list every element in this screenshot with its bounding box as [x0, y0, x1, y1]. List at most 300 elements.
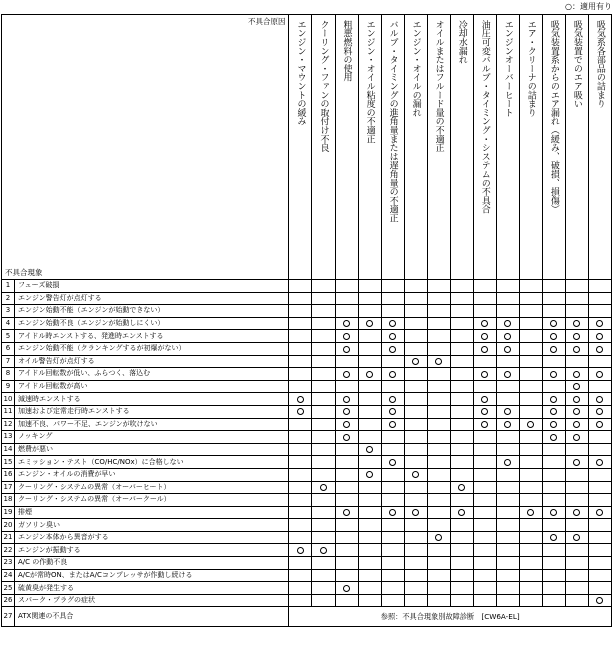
- cause-label: エンジン・マウントの緩み: [295, 20, 306, 126]
- matrix-cell: [519, 380, 542, 393]
- applicable-mark: [550, 408, 557, 415]
- matrix-cell: [588, 405, 611, 418]
- matrix-cell: [289, 557, 312, 570]
- matrix-cell: [335, 292, 358, 305]
- applicable-mark: [573, 333, 580, 340]
- matrix-cell: [312, 443, 335, 456]
- cause-header-12: [542, 15, 565, 280]
- matrix-cell: [542, 531, 565, 544]
- cause-label: 冷却水漏れ: [456, 20, 467, 65]
- applicable-mark: [573, 459, 580, 466]
- matrix-cell: [335, 368, 358, 381]
- table-row: [2, 519, 612, 532]
- matrix-cell: [335, 330, 358, 343]
- applicable-mark: [504, 371, 511, 378]
- matrix-cell: [427, 368, 450, 381]
- matrix-cell: [289, 594, 312, 607]
- row-number: 25: [2, 582, 15, 595]
- matrix-cell: [335, 305, 358, 318]
- matrix-cell: [427, 305, 450, 318]
- applicable-mark: [389, 396, 396, 403]
- applicable-mark: [504, 333, 511, 340]
- matrix-cell: [450, 481, 473, 494]
- matrix-cell: [289, 494, 312, 507]
- symptom-cell: スパーク・プラグの症状: [15, 594, 289, 607]
- applicable-mark: [550, 421, 557, 428]
- row-number: 2: [2, 292, 15, 305]
- table-row-atx: [2, 607, 612, 627]
- matrix-cell: [358, 380, 381, 393]
- matrix-cell: [427, 582, 450, 595]
- symptom-cell: A/Cが常時ON、またはA/Cコンプレッサが作動し続ける: [15, 569, 289, 582]
- table-row: [2, 531, 612, 544]
- matrix-cell: [335, 393, 358, 406]
- matrix-cell: [496, 368, 519, 381]
- matrix-cell: [404, 519, 427, 532]
- cause-header-8: [450, 15, 473, 280]
- matrix-cell: [289, 355, 312, 368]
- matrix-cell: [289, 431, 312, 444]
- matrix-cell: [450, 418, 473, 431]
- matrix-cell: [496, 355, 519, 368]
- matrix-cell: [519, 418, 542, 431]
- matrix-cell: [381, 393, 404, 406]
- matrix-cell: [588, 594, 611, 607]
- matrix-cell: [450, 557, 473, 570]
- table-row: [2, 494, 612, 507]
- matrix-cell: [450, 544, 473, 557]
- applicable-mark: [389, 408, 396, 415]
- matrix-cell: [496, 393, 519, 406]
- cause-label: バルブ・タイミングの進角量または遅角量の不適正: [387, 20, 398, 223]
- matrix-cell: [358, 557, 381, 570]
- applicable-mark: [550, 509, 557, 516]
- cause-label: 吸気系各部品の詰まり: [594, 20, 605, 109]
- matrix-cell: [289, 305, 312, 318]
- cause-label: エンジン・オイル粘度の不適正: [364, 20, 375, 144]
- applicable-mark: [527, 509, 534, 516]
- symptom-cell: 排煙: [15, 506, 289, 519]
- diagnosis-matrix-table: [1, 14, 612, 627]
- matrix-cell: [519, 494, 542, 507]
- matrix-cell: [358, 531, 381, 544]
- matrix-cell: [427, 557, 450, 570]
- table-row: [2, 557, 612, 570]
- symptom-cell: ATX関連の不具合: [15, 607, 289, 627]
- matrix-cell: [542, 582, 565, 595]
- row-number: 26: [2, 594, 15, 607]
- applicable-mark: [527, 421, 534, 428]
- matrix-cell: [289, 317, 312, 330]
- matrix-cell: [404, 481, 427, 494]
- matrix-cell: [404, 544, 427, 557]
- matrix-cell: [542, 481, 565, 494]
- matrix-cell: [473, 531, 496, 544]
- matrix-cell: [312, 506, 335, 519]
- matrix-cell: [427, 531, 450, 544]
- matrix-cell: [473, 380, 496, 393]
- matrix-cell: [496, 317, 519, 330]
- matrix-cell: [427, 443, 450, 456]
- applicable-mark: [412, 509, 419, 516]
- table-row: [2, 380, 612, 393]
- matrix-cell: [450, 431, 473, 444]
- matrix-cell: [565, 519, 588, 532]
- matrix-cell: [289, 443, 312, 456]
- matrix-cell: [289, 531, 312, 544]
- matrix-cell: [312, 355, 335, 368]
- table-row: [2, 368, 612, 381]
- matrix-cell: [519, 531, 542, 544]
- matrix-cell: [335, 443, 358, 456]
- matrix-cell: [450, 582, 473, 595]
- matrix-cell: [427, 292, 450, 305]
- applicable-mark: [366, 320, 373, 327]
- matrix-cell: [542, 456, 565, 469]
- matrix-cell: [473, 582, 496, 595]
- matrix-cell: [312, 342, 335, 355]
- matrix-cell: [519, 405, 542, 418]
- matrix-cell: [335, 519, 358, 532]
- matrix-cell: [496, 305, 519, 318]
- matrix-cell: [289, 519, 312, 532]
- matrix-cell: [450, 330, 473, 343]
- matrix-cell: [358, 280, 381, 293]
- applicable-mark: [596, 346, 603, 353]
- applicable-mark: [550, 371, 557, 378]
- matrix-cell: [519, 594, 542, 607]
- cause-header-3: [335, 15, 358, 280]
- applicable-mark: [366, 446, 373, 453]
- table-row: [2, 393, 612, 406]
- matrix-cell: [588, 317, 611, 330]
- matrix-cell: [542, 494, 565, 507]
- matrix-cell: [588, 557, 611, 570]
- matrix-cell: [404, 368, 427, 381]
- matrix-cell: [496, 330, 519, 343]
- matrix-cell: [588, 494, 611, 507]
- symptom-cell: アイドル回転数が低い、ふらつく、落込む: [15, 368, 289, 381]
- reference-note: 参照：不具合現象別故障診断 [CW6A-EL]: [289, 607, 612, 627]
- applicable-mark: [573, 434, 580, 441]
- cause-header-11: [519, 15, 542, 280]
- matrix-cell: [542, 368, 565, 381]
- matrix-cell: [381, 544, 404, 557]
- matrix-cell: [335, 569, 358, 582]
- symptom-cell: 加速不良、パワー不足、エンジンが吹けない: [15, 418, 289, 431]
- matrix-cell: [404, 557, 427, 570]
- matrix-cell: [289, 393, 312, 406]
- matrix-cell: [381, 280, 404, 293]
- matrix-cell: [289, 456, 312, 469]
- matrix-cell: [427, 317, 450, 330]
- matrix-cell: [450, 468, 473, 481]
- matrix-cell: [542, 468, 565, 481]
- matrix-cell: [542, 544, 565, 557]
- matrix-cell: [496, 468, 519, 481]
- applicable-mark: [389, 459, 396, 466]
- table-row: [2, 443, 612, 456]
- symptom-cell: エンジン始動不良（エンジンが始動しにくい）: [15, 317, 289, 330]
- applicable-mark: [389, 320, 396, 327]
- matrix-cell: [565, 330, 588, 343]
- matrix-cell: [565, 305, 588, 318]
- applicable-mark: [550, 320, 557, 327]
- matrix-cell: [427, 569, 450, 582]
- header-row: [2, 15, 612, 280]
- matrix-cell: [450, 531, 473, 544]
- matrix-cell: [404, 594, 427, 607]
- matrix-cell: [358, 405, 381, 418]
- table-row: [2, 330, 612, 343]
- matrix-cell: [565, 557, 588, 570]
- table-row: [2, 317, 612, 330]
- matrix-cell: [565, 418, 588, 431]
- applicable-mark: [573, 509, 580, 516]
- matrix-cell: [312, 468, 335, 481]
- symptom-cell: アイドル回転数が高い: [15, 380, 289, 393]
- matrix-body: [2, 280, 612, 627]
- matrix-cell: [427, 393, 450, 406]
- cause-label: エンジン・オイルの漏れ: [410, 20, 421, 117]
- matrix-cell: [519, 456, 542, 469]
- matrix-cell: [450, 280, 473, 293]
- applicable-mark: [596, 320, 603, 327]
- matrix-cell: [427, 380, 450, 393]
- matrix-cell: [542, 594, 565, 607]
- matrix-cell: [381, 519, 404, 532]
- matrix-cell: [312, 418, 335, 431]
- matrix-cell: [450, 569, 473, 582]
- matrix-cell: [519, 342, 542, 355]
- applicable-mark: [366, 371, 373, 378]
- symptom-cell: エンジン・オイルの消費が早い: [15, 468, 289, 481]
- matrix-cell: [496, 494, 519, 507]
- applicable-mark: [389, 333, 396, 340]
- applicable-mark: [343, 346, 350, 353]
- applicable-mark: [573, 320, 580, 327]
- matrix-cell: [519, 468, 542, 481]
- matrix-cell: [427, 431, 450, 444]
- table-row: [2, 594, 612, 607]
- applicable-mark: [596, 421, 603, 428]
- matrix-cell: [404, 569, 427, 582]
- applicable-mark: [481, 371, 488, 378]
- matrix-cell: [358, 519, 381, 532]
- symptom-cell: ガソリン臭い: [15, 519, 289, 532]
- matrix-cell: [542, 506, 565, 519]
- matrix-cell: [519, 481, 542, 494]
- cause-label: 油圧可変バルブ・タイミング・システムの不具合: [479, 20, 490, 214]
- matrix-cell: [404, 393, 427, 406]
- matrix-cell: [542, 380, 565, 393]
- matrix-cell: [289, 368, 312, 381]
- matrix-cell: [519, 557, 542, 570]
- table-row: [2, 355, 612, 368]
- matrix-cell: [358, 468, 381, 481]
- cause-header-10: [496, 15, 519, 280]
- matrix-cell: [404, 456, 427, 469]
- matrix-cell: [450, 405, 473, 418]
- row-number: 16: [2, 468, 15, 481]
- matrix-cell: [335, 481, 358, 494]
- row-number: 14: [2, 443, 15, 456]
- applicable-mark: [389, 346, 396, 353]
- matrix-cell: [496, 405, 519, 418]
- cause-header-13: [565, 15, 588, 280]
- applicable-mark: [297, 547, 304, 554]
- matrix-cell: [289, 380, 312, 393]
- table-row: [2, 418, 612, 431]
- matrix-cell: [588, 544, 611, 557]
- matrix-cell: [519, 569, 542, 582]
- matrix-cell: [312, 305, 335, 318]
- matrix-cell: [404, 405, 427, 418]
- row-number: 9: [2, 380, 15, 393]
- matrix-cell: [381, 506, 404, 519]
- symptom-cell: エミッション・テスト（CO/HC/NOx）に合格しない: [15, 456, 289, 469]
- matrix-cell: [427, 330, 450, 343]
- matrix-cell: [427, 342, 450, 355]
- matrix-cell: [358, 456, 381, 469]
- matrix-cell: [588, 481, 611, 494]
- cause-header-label: 不具合原因: [247, 17, 286, 26]
- matrix-cell: [289, 544, 312, 557]
- matrix-cell: [381, 557, 404, 570]
- matrix-cell: [427, 519, 450, 532]
- symptom-cell: クーリング・システムの異常（オーバーヒート）: [15, 481, 289, 494]
- table-row: [2, 305, 612, 318]
- symptom-cell: ノッキング: [15, 431, 289, 444]
- applicable-mark: [504, 346, 511, 353]
- matrix-cell: [588, 443, 611, 456]
- matrix-cell: [312, 544, 335, 557]
- row-number: 17: [2, 481, 15, 494]
- cause-label: エア・クリーナの詰まり: [525, 20, 536, 117]
- row-number: 20: [2, 519, 15, 532]
- matrix-cell: [335, 355, 358, 368]
- matrix-cell: [289, 330, 312, 343]
- matrix-cell: [381, 443, 404, 456]
- matrix-cell: [289, 481, 312, 494]
- matrix-cell: [473, 494, 496, 507]
- matrix-cell: [381, 418, 404, 431]
- matrix-cell: [289, 468, 312, 481]
- row-number: 24: [2, 569, 15, 582]
- legend-note: ○：適用有り: [565, 2, 612, 11]
- matrix-cell: [542, 443, 565, 456]
- applicable-mark: [573, 383, 580, 390]
- cause-header-9: [473, 15, 496, 280]
- matrix-cell: [289, 418, 312, 431]
- matrix-cell: [427, 594, 450, 607]
- matrix-cell: [381, 405, 404, 418]
- matrix-cell: [427, 506, 450, 519]
- matrix-cell: [312, 594, 335, 607]
- matrix-cell: [565, 443, 588, 456]
- matrix-cell: [404, 468, 427, 481]
- matrix-cell: [565, 405, 588, 418]
- applicable-mark: [596, 396, 603, 403]
- matrix-cell: [312, 456, 335, 469]
- matrix-cell: [542, 519, 565, 532]
- matrix-cell: [565, 468, 588, 481]
- applicable-mark: [481, 320, 488, 327]
- applicable-mark: [389, 421, 396, 428]
- matrix-cell: [519, 330, 542, 343]
- matrix-cell: [496, 594, 519, 607]
- matrix-cell: [427, 481, 450, 494]
- applicable-mark: [550, 534, 557, 541]
- applicable-mark: [504, 408, 511, 415]
- matrix-cell: [404, 342, 427, 355]
- table-row: [2, 544, 612, 557]
- matrix-cell: [542, 330, 565, 343]
- matrix-cell: [450, 594, 473, 607]
- symptom-cell: エンジン始動不能（エンジンが始動できない）: [15, 305, 289, 318]
- matrix-cell: [381, 292, 404, 305]
- matrix-cell: [588, 569, 611, 582]
- matrix-cell: [473, 342, 496, 355]
- matrix-cell: [358, 481, 381, 494]
- matrix-cell: [496, 481, 519, 494]
- matrix-cell: [335, 431, 358, 444]
- matrix-cell: [289, 569, 312, 582]
- table-row: [2, 481, 612, 494]
- matrix-cell: [450, 519, 473, 532]
- matrix-cell: [312, 405, 335, 418]
- symptom-cell: 減速時エンストする: [15, 393, 289, 406]
- matrix-cell: [358, 342, 381, 355]
- matrix-cell: [404, 305, 427, 318]
- matrix-cell: [565, 531, 588, 544]
- matrix-cell: [473, 468, 496, 481]
- applicable-mark: [573, 346, 580, 353]
- matrix-cell: [381, 494, 404, 507]
- applicable-mark: [481, 408, 488, 415]
- applicable-mark: [343, 408, 350, 415]
- matrix-cell: [588, 519, 611, 532]
- matrix-cell: [404, 330, 427, 343]
- cause-header-5: [381, 15, 404, 280]
- matrix-cell: [519, 393, 542, 406]
- applicable-mark: [297, 396, 304, 403]
- applicable-mark: [458, 484, 465, 491]
- row-number: 6: [2, 342, 15, 355]
- row-number: 11: [2, 405, 15, 418]
- symptom-header-label: 不具合現象: [5, 267, 43, 277]
- row-number: 19: [2, 506, 15, 519]
- matrix-cell: [519, 582, 542, 595]
- matrix-cell: [565, 368, 588, 381]
- matrix-cell: [450, 368, 473, 381]
- table-row: [2, 342, 612, 355]
- matrix-cell: [358, 594, 381, 607]
- matrix-cell: [519, 431, 542, 444]
- matrix-cell: [381, 305, 404, 318]
- applicable-mark: [320, 547, 327, 554]
- table-row: [2, 569, 612, 582]
- matrix-cell: [496, 380, 519, 393]
- matrix-cell: [427, 544, 450, 557]
- cause-label: エンジンオーバーヒート: [502, 20, 513, 117]
- matrix-cell: [450, 443, 473, 456]
- matrix-cell: [565, 582, 588, 595]
- matrix-cell: [358, 292, 381, 305]
- matrix-cell: [565, 431, 588, 444]
- matrix-cell: [588, 292, 611, 305]
- matrix-cell: [565, 594, 588, 607]
